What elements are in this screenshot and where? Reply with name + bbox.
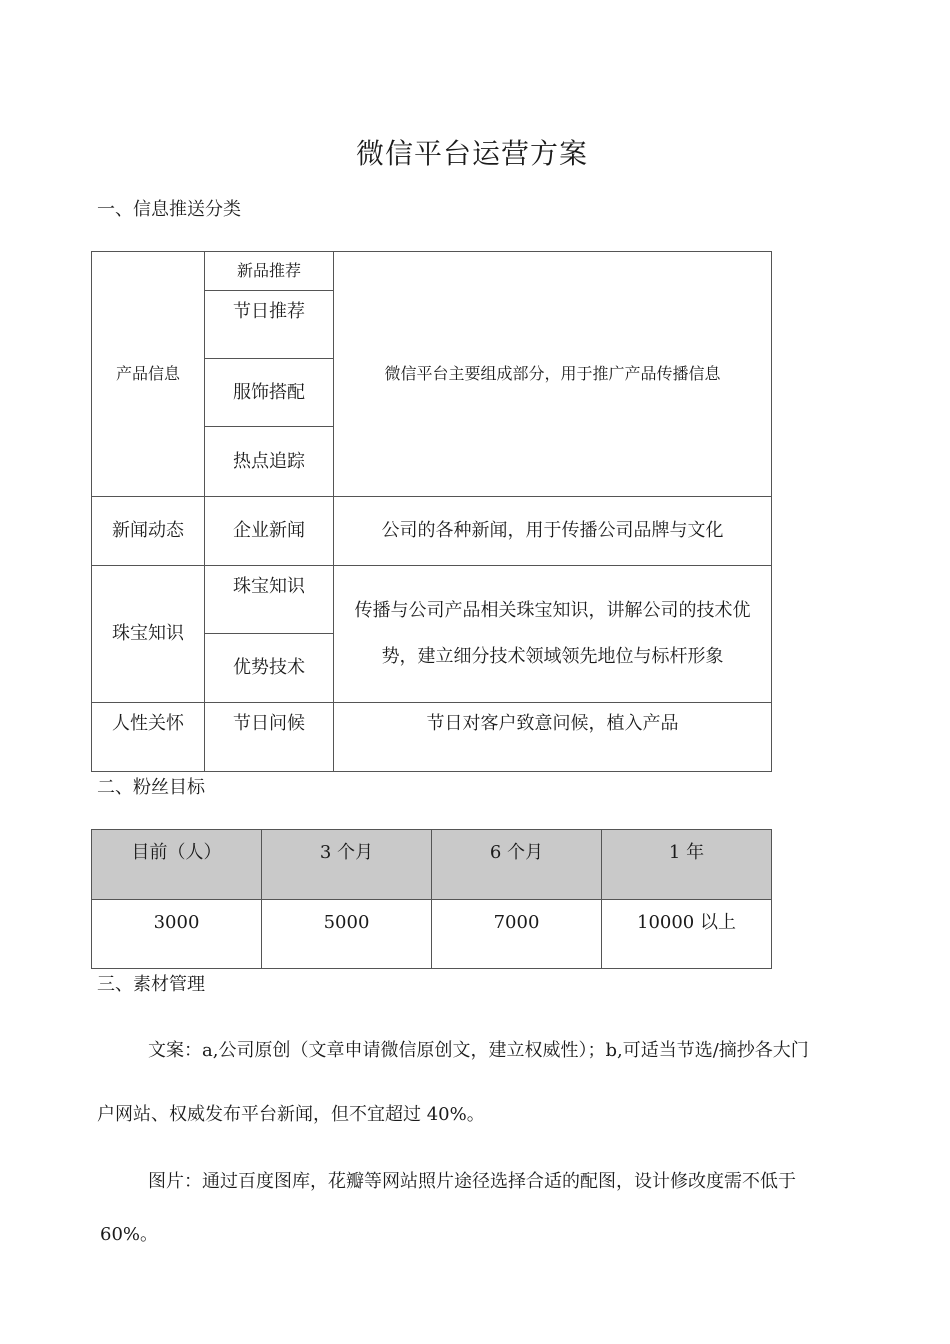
subcategory-cell: 节日问候 — [205, 703, 334, 772]
value-cell-current: 3000 — [92, 900, 262, 969]
image-paragraph-line-1: 图片：通过百度图库，花瓣等网站照片途径选择合适的配图，设计修改度需不低于 — [148, 1171, 796, 1192]
description-cell: 传播与公司产品相关珠宝知识，讲解公司的技术优势，建立细分技术领域领先地位与标杆形象 — [334, 566, 772, 703]
push-category-table — [91, 251, 772, 772]
value-cell-6-months: 7000 — [432, 900, 602, 969]
subcategory-cell: 优势技术 — [205, 634, 334, 703]
section-heading-fans-goal: 二、粉丝目标 — [97, 777, 205, 798]
document-title: 微信平台运营方案 — [355, 137, 588, 170]
description-cell: 节日对客户致意问候，植入产品 — [334, 703, 772, 772]
subcategory-cell: 热点追踪 — [205, 427, 334, 497]
header-cell-current: 目前（人） — [92, 830, 262, 900]
category-cell-jewelry: 珠宝知识 — [92, 566, 205, 703]
header-cell-3-months: 3 个月 — [262, 830, 432, 900]
fans-goal-table — [91, 829, 772, 969]
subcategory-cell: 企业新闻 — [205, 497, 334, 566]
value-cell-1-year: 10000 以上 — [602, 900, 772, 969]
copy-paragraph-line-2: 户网站、权威发布平台新闻，但不宜超过 40%。 — [97, 1104, 485, 1125]
subcategory-cell: 服饰搭配 — [205, 359, 334, 427]
section-heading-materials: 三、素材管理 — [97, 974, 205, 995]
section-heading-push-categories: 一、信息推送分类 — [97, 199, 241, 220]
category-cell-news: 新闻动态 — [92, 497, 205, 566]
subcategory-cell: 新品推荐 — [205, 252, 334, 291]
value-cell-3-months: 5000 — [262, 900, 432, 969]
category-cell-product-info: 产品信息 — [92, 252, 205, 497]
header-cell-1-year: 1 年 — [602, 830, 772, 900]
header-cell-6-months: 6 个月 — [432, 830, 602, 900]
description-cell: 微信平台主要组成部分，用于推广产品传播信息 — [334, 252, 772, 497]
subcategory-cell: 珠宝知识 — [205, 566, 334, 634]
copy-paragraph-line-1: 文案：a,公司原创（文章申请微信原创文，建立权威性）；b,可适当节选/摘抄各大门 — [148, 1040, 809, 1061]
subcategory-cell: 节日推荐 — [205, 291, 334, 359]
category-cell-care: 人性关怀 — [92, 703, 205, 772]
description-cell: 公司的各种新闻，用于传播公司品牌与文化 — [334, 497, 772, 566]
image-paragraph-line-2: 60%。 — [100, 1224, 159, 1245]
